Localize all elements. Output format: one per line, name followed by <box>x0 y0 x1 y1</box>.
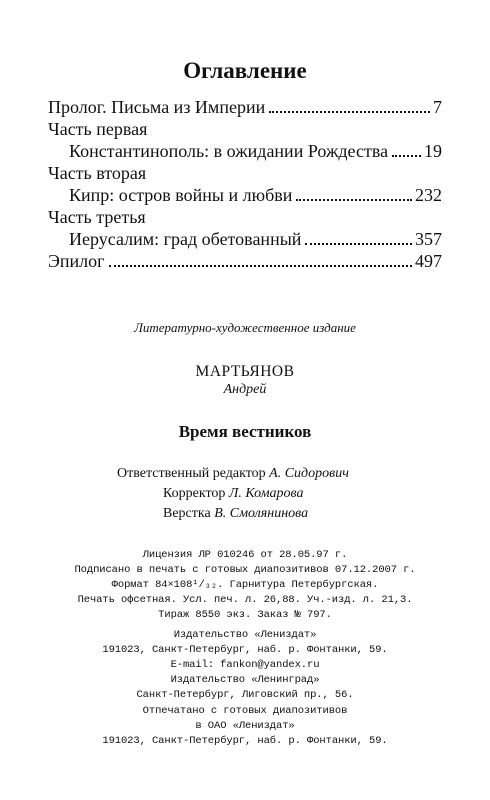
publisher-name: Издательство «Лениздат» <box>173 629 317 641</box>
toc-title: Оглавление <box>183 58 307 83</box>
toc-entry-page: 232 <box>415 185 442 205</box>
imprint-print: Печать офсетная. Усл. печ. л. 26,88. Уч.-изд. л. 21,3. <box>77 594 413 606</box>
toc-entry-part-1[interactable] <box>48 141 442 163</box>
author-surname: МАРТЬЯНОВ <box>195 363 295 380</box>
credit-corrector <box>163 486 304 502</box>
publisher-name: Издательство «Ленинград» <box>170 674 320 686</box>
publisher-address: Санкт-Петербург, Лиговский пр., 56. <box>136 689 354 701</box>
edition-type: Литературно-художественное издание <box>134 320 356 335</box>
credit-name: В. Смолянинова <box>214 506 309 521</box>
printer-line: в ОАО «Лениздат» <box>195 720 295 732</box>
credit-name: Л. Комарова <box>228 486 304 501</box>
imprint-publishers <box>0 628 490 703</box>
toc-entry-page: 19 <box>424 141 442 161</box>
toc-part-heading-1: Часть первая <box>48 119 148 139</box>
toc-entry-label: Пролог. Письма из Империи <box>48 97 266 117</box>
toc-entry-label: Кипр: остров войны и любви <box>69 185 293 205</box>
publisher-email[interactable]: E-mail: fankon@yandex.ru <box>170 659 320 671</box>
imprint-license: Лицензия ЛР 010246 от 28.05.97 г. <box>142 549 348 561</box>
credit-role: Верстка <box>163 506 211 521</box>
toc-entry-part-2[interactable] <box>48 185 442 207</box>
credit-name: А. Сидорович <box>269 466 349 481</box>
toc-entry-prologue[interactable] <box>48 97 442 119</box>
toc-leader-dots <box>269 111 430 113</box>
publisher-address: 191023, Санкт-Петербург, наб. р. Фонтанки, 59. <box>102 644 388 656</box>
credit-role: Корректор <box>163 486 226 501</box>
toc-leader-dots <box>305 243 412 245</box>
toc-entry-label: Эпилог <box>48 251 105 271</box>
toc-entry-part-3[interactable] <box>48 229 442 251</box>
toc-entry-label: Иерусалим: град обетованный <box>69 229 302 249</box>
author-name: Андрей <box>223 382 267 397</box>
toc-part-heading-2: Часть вторая <box>48 163 147 183</box>
toc-entry-page: 497 <box>415 251 442 271</box>
imprint-run: Тираж 8550 экз. Заказ № 797. <box>158 609 332 621</box>
printer-line: Отпечатано с готовых диапозитивов <box>142 705 348 717</box>
toc-leader-dots <box>392 155 421 157</box>
credit-role: Ответственный редактор <box>117 466 266 481</box>
toc-entry-epilogue[interactable] <box>48 251 442 273</box>
toc-entry-page: 7 <box>433 97 442 117</box>
printer-address: 191023, Санкт-Петербург, наб. р. Фонтанки, 59. <box>102 735 388 747</box>
toc-entry-label: Константинополь: в ожидании Рождества <box>69 141 389 161</box>
toc-entry-page: 357 <box>415 229 442 249</box>
imprint-printer <box>0 704 490 749</box>
imprint-format: Формат 84×108¹/₃₂. Гарнитура Петербургская. <box>111 579 379 591</box>
table-of-contents <box>48 97 442 273</box>
credit-layout <box>163 506 308 522</box>
toc-leader-dots <box>296 199 412 201</box>
toc-leader-dots <box>109 265 412 267</box>
toc-part-heading-3: Часть третья <box>48 207 146 227</box>
book-title: Время вестников <box>178 422 312 441</box>
credit-editor <box>117 466 349 482</box>
imprint-signed: Подписано в печать с готовых диапозитивов 07.12.2007 г. <box>74 564 416 576</box>
imprint-print-details <box>0 548 490 623</box>
